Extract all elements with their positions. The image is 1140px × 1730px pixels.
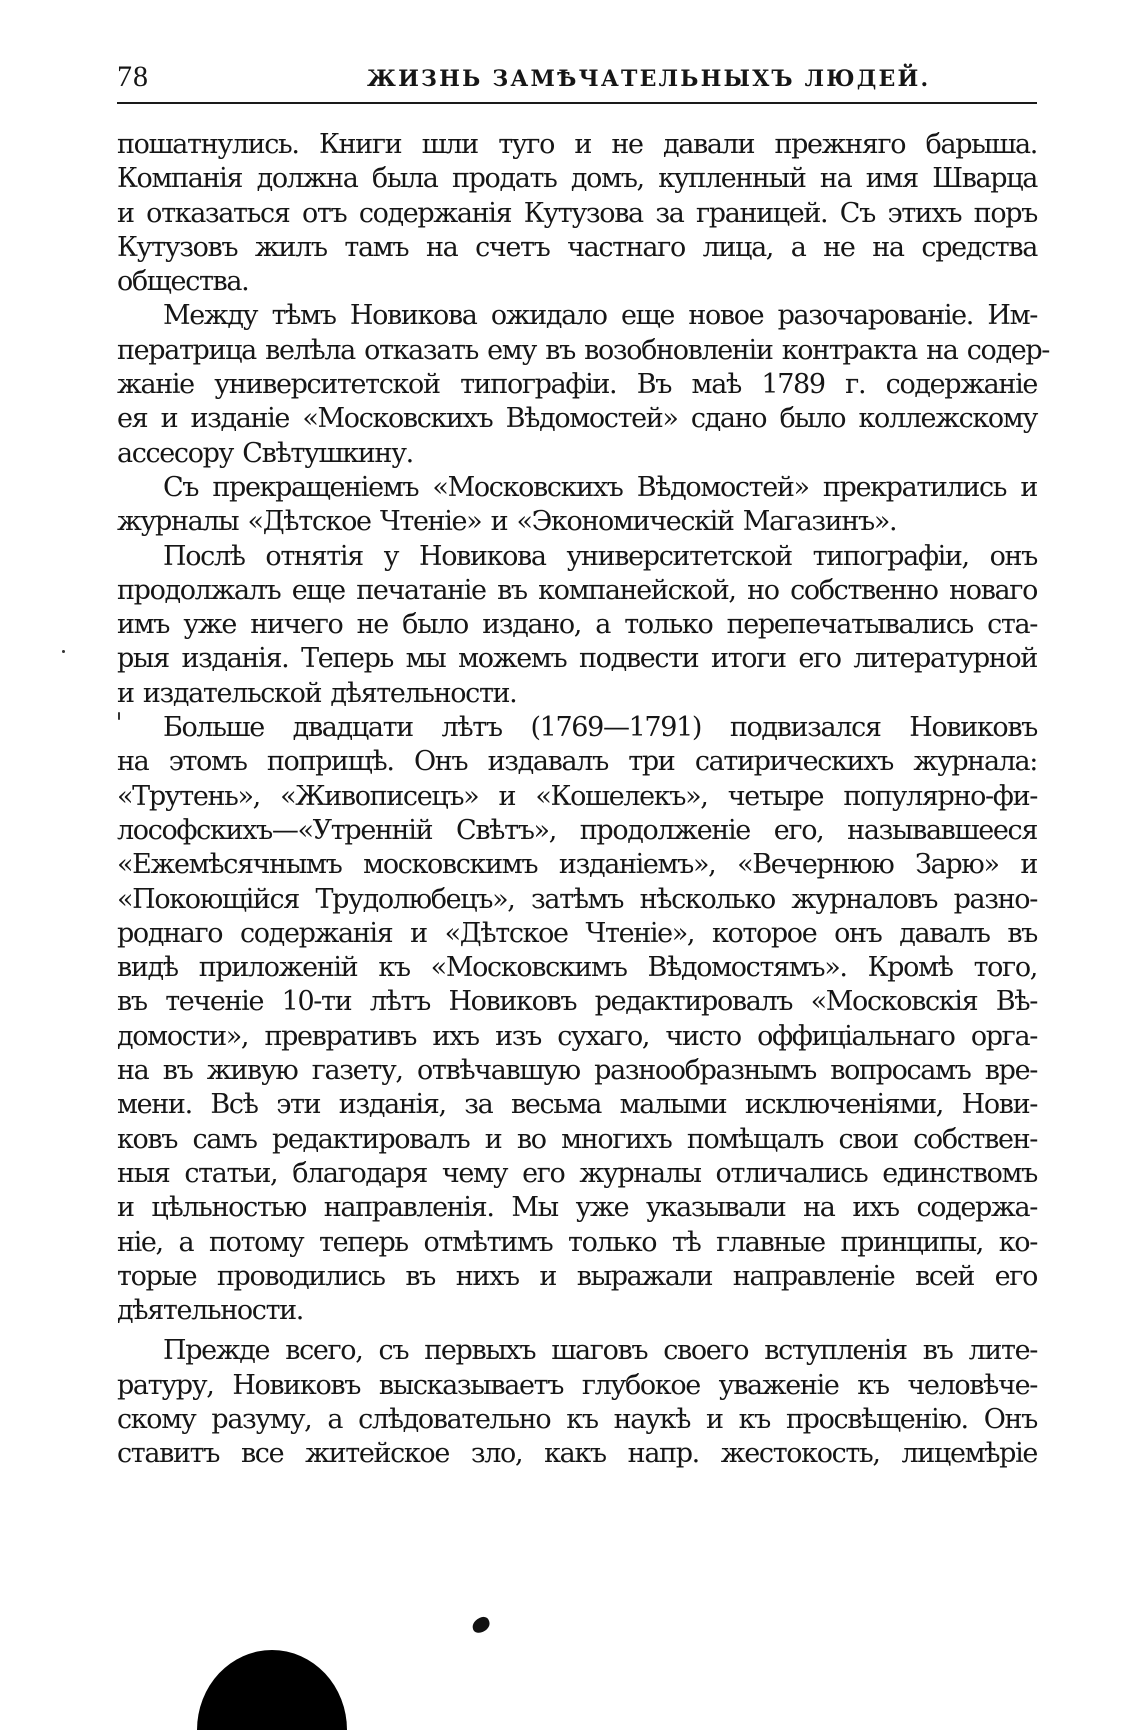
text-line: общества. xyxy=(117,266,249,298)
text-line: Прежде всего, съ первыхъ шаговъ своего вступленія въ лите- xyxy=(163,1335,1037,1367)
text-line: жаніе университетской типографіи. Въ маѣ 1789 г. содержаніе xyxy=(117,369,1037,401)
text-line: на въ живую газету, отвѣчавшую разнообразнымъ вопросамъ вре- xyxy=(117,1055,1037,1087)
paragraph-4 xyxy=(117,540,1037,711)
running-title: ЖИЗНЬ ЗАМѢЧАТЕЛЬНЫХЪ ЛЮДЕЙ. xyxy=(367,66,931,92)
text-line: пошатнулись. Книги шли туго и не давали прежняго барыша. xyxy=(117,129,1037,160)
text-line: продолжалъ еще печатаніе въ компанейской, но собственно новаго xyxy=(117,574,1037,606)
print-speck xyxy=(62,650,65,653)
text-line: «Покоющійся Трудолюбецъ», затѣмъ нѣсколько журналовъ разно- xyxy=(117,883,1037,915)
ink-stain xyxy=(197,1650,347,1730)
text-line: ея и изданіе «Московскихъ Вѣдомостей» сдано было коллежскому xyxy=(117,403,1037,435)
text-line: Больше двадцати лѣтъ (1769—1791) подвизался Новиковъ xyxy=(163,712,1037,744)
text-line: Между тѣмъ Новикова ожидало еще новое разочарованіе. Им- xyxy=(163,300,1037,332)
text-line: видѣ приложеній къ «Московскимъ Вѣдомостямъ». Кромѣ того, xyxy=(117,952,1037,984)
text-line: ассесору Свѣтушкину. xyxy=(117,437,413,469)
ink-blot xyxy=(470,1615,492,1635)
paragraph-6 xyxy=(117,1334,1037,1471)
running-head xyxy=(117,58,1037,104)
paragraph-2 xyxy=(117,299,1050,470)
book-page xyxy=(117,58,1050,1472)
text-line: «Трутень», «Живописецъ» и «Кошелекъ», четыре популярно-фи- xyxy=(117,780,1037,812)
page-number: 78 xyxy=(117,60,149,93)
text-line: и цѣльностью направленія. Мы уже указывали на ихъ содержа- xyxy=(117,1192,1037,1224)
text-line: рыя изданія. Теперь мы можемъ подвести итоги его литературной xyxy=(117,643,1037,675)
text-line: ратуру, Новиковъ высказываетъ глубокое уваженіе къ человѣче- xyxy=(117,1369,1037,1401)
text-line: Кутузовъ жилъ тамъ на счетъ частнаго лица, а не на средства xyxy=(117,231,1037,263)
text-line: ныя статьи, благодаря чему его журналы отличались единствомъ xyxy=(117,1157,1037,1189)
body-text xyxy=(117,128,1050,1472)
print-speck xyxy=(118,712,120,720)
text-line: лософскихъ—«Утренній Свѣтъ», продолженіе его, называвшееся xyxy=(117,814,1037,846)
paragraph-3 xyxy=(117,471,1037,540)
text-line: на этомъ поприщѣ. Онъ издавалъ три сатирическихъ журнала: xyxy=(117,746,1037,778)
text-line: и отказаться отъ содержанія Кутузова за границей. Съ этихъ поръ xyxy=(117,197,1037,229)
text-line: скому разуму, а слѣдовательно къ наукѣ и къ просвѣщенію. Онъ xyxy=(117,1403,1037,1435)
text-line: дѣятельности. xyxy=(117,1295,304,1327)
paragraph-1 xyxy=(117,128,1037,299)
text-line: ковъ самъ редактировалъ и во многихъ помѣщалъ свои собствен- xyxy=(117,1123,1037,1155)
text-line: торые проводились въ нихъ и выражали направленіе всей его xyxy=(117,1260,1037,1292)
text-line: въ теченіе 10-ти лѣтъ Новиковъ редактировалъ «Московскія Вѣ- xyxy=(117,986,1037,1018)
text-line: Компанія должна была продать домъ, купленный на имя Шварца xyxy=(117,163,1037,195)
text-line: журналы «Дѣтское Чтеніе» и «Экономическій Магазинъ». xyxy=(117,506,897,538)
text-line: ператрица велѣла отказать ему въ возобновленіи контракта на содер- xyxy=(117,334,1050,366)
text-line: и издательской дѣятельности. xyxy=(117,677,517,709)
text-line: ставитъ все житейское зло, какъ напр. жестокость, лицемѣріе xyxy=(117,1438,1037,1470)
paragraph-5 xyxy=(117,711,1037,1328)
text-line: Послѣ отнятія у Новикова университетской типографіи, онъ xyxy=(163,540,1037,572)
text-line: Съ прекращеніемъ «Московскихъ Вѣдомостей» прекратились и xyxy=(163,471,1037,503)
text-line: имъ уже ничего не было издано, а только перепечатывались ста- xyxy=(117,609,1037,641)
text-line: домости», превративъ ихъ изъ сухаго, чисто оффиціальнаго орга- xyxy=(117,1020,1037,1052)
text-line: «Ежемѣсячнымъ московскимъ изданіемъ», «Вечернюю Зарю» и xyxy=(117,849,1037,881)
text-line: ніе, а потому теперь отмѣтимъ только тѣ главные принципы, ко- xyxy=(117,1226,1037,1258)
text-line: роднаго содержанія и «Дѣтское Чтеніе», которое онъ давалъ въ xyxy=(117,917,1037,949)
text-line: мени. Всѣ эти изданія, за весьма малыми исключеніями, Нови- xyxy=(117,1089,1037,1121)
